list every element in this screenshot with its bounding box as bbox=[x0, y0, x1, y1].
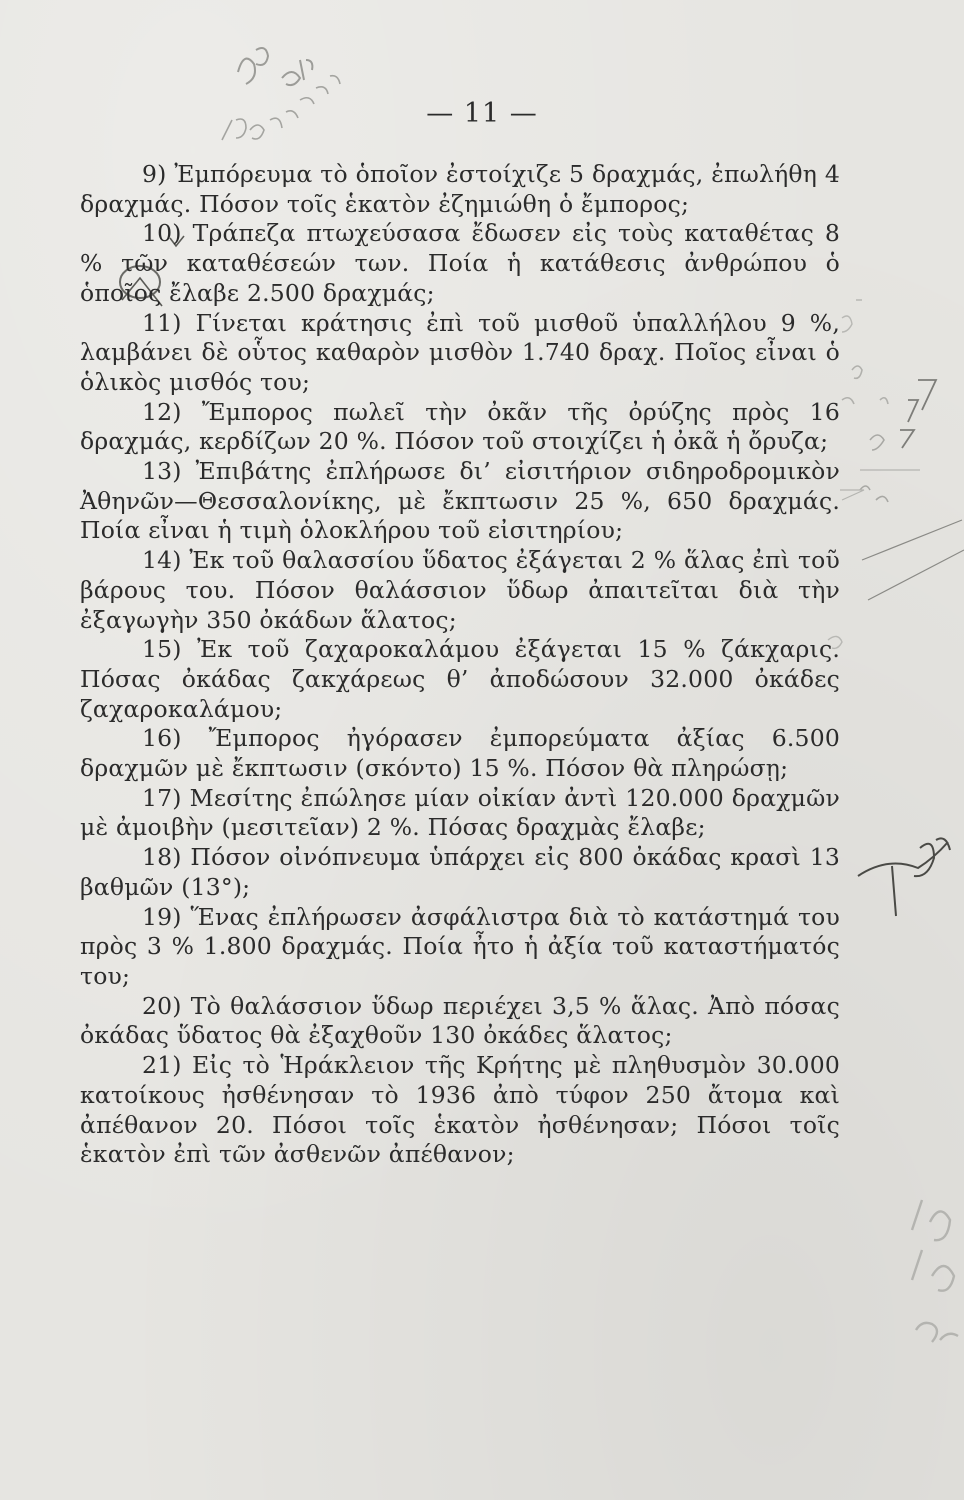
exercise-11: 11) Γίνεται κράτησις ἐπὶ τοῦ μισθοῦ ὑπαλλήλου 9 %, λαμβάνει δὲ οὗτος καθαρὸν μισθὸν 1.740 δραχ. Ποῖος εἶναι ὁ ὁλικὸς μισθός του; bbox=[80, 308, 840, 396]
exercise-12: 12) Ἔμπορος πωλεῖ τὴν ὀκᾶν τῆς ὀρύζης πρὸς 16 δραχμάς, κερδίζων 20 %. Πόσον τοῦ στοιχίζει ἡ ὀκᾶ ἡ ὄρυζα; bbox=[80, 397, 840, 456]
exercise-9: 9) Ἐμπόρευμα τὸ ὁποῖον ἐστοίχιζε 5 δραχμάς, ἐπωλήθη 4 δραχμάς. Πόσον τοῖς ἑκατὸν ἐζημιώθη ὁ ἔμπορος; bbox=[80, 160, 840, 218]
exercise-13: 13) Ἐπιβάτης ἐπλήρωσε δι’ εἰσιτήριον σιδηροδρομικὸν Ἀθηνῶν—Θεσσαλονίκης, μὲ ἔκπτωσιν 25 %, 650 δραχμάς. Ποία εἶναι ἡ τιμὴ ὁλοκλήρου τοῦ εἰσιτηρίου; bbox=[80, 457, 840, 545]
exercise-15: 15) Ἐκ τοῦ ζαχαροκαλάμου ἐξάγεται 15 % ζάκχαρις. Πόσας ὀκάδας ζακχάρεως θ’ ἀποδώσουν 32.000 ὀκάδες ζαχαροκαλάμου; bbox=[80, 635, 840, 723]
exercise-list bbox=[80, 160, 840, 1170]
exercise-18: 18) Πόσον οἰνόπνευμα ὑπάρχει εἰς 800 ὀκάδας κρασὶ 13 βαθμῶν (13°); bbox=[80, 843, 840, 901]
exercise-16: 16) Ἔμπορος ἠγόρασεν ἐμπορεύματα ἀξίας 6.500 δραχμῶν μὲ ἔκπτωσιν (σκόντο) 15 %. Πόσον θὰ πληρώσῃ; bbox=[80, 724, 840, 783]
exercise-10: 10) Τράπεζα πτωχεύσασα ἔδωσεν εἰς τοὺς καταθέτας 8 % τῶν καταθέσεών των. Ποία ἡ κατάθεσις ἀνθρώπου ὁ ὁποῖος ἔλαβε 2.500 δραχμάς; bbox=[80, 219, 840, 307]
exercise-21: 21) Εἰς τὸ Ἡράκλειον τῆς Κρήτης μὲ πληθυσμὸν 30.000 κατοίκους ἠσθένησαν τὸ 1936 ἀπὸ τύφον 250 ἄτομα καὶ ἀπέθανον 20. Πόσοι τοῖς ἑκατὸν ἠσθένησαν; Πόσοι τοῖς ἑκατὸν ἐπὶ τῶν ἀσθενῶν ἀπέθανον; bbox=[80, 1051, 840, 1169]
exercise-17: 17) Μεσίτης ἐπώλησε μίαν οἰκίαν ἀντὶ 120.000 δραχμῶν μὲ ἀμοιβὴν (μεσιτεῖαν) 2 %. Πόσας δραχμὰς ἔλαβε; bbox=[80, 783, 840, 842]
margin-calculations bbox=[828, 300, 964, 1342]
exercise-14: 14) Ἐκ τοῦ θαλασσίου ὕδατος ἐξάγεται 2 % ἅλας ἐπὶ τοῦ βάρους του. Πόσον θαλάσσιον ὕδωρ ἀπαιτεῖται διὰ τὴν ἐξαγωγὴν 350 ὀκάδων ἅλατος; bbox=[80, 546, 840, 634]
page-number: — 11 — bbox=[426, 98, 538, 129]
exercise-19: 19) Ἕνας ἐπλήρωσεν ἀσφάλιστρα διὰ τὸ κατάστημά του πρὸς 3 % 1.800 δραχμάς. Ποία ἦτο ἡ ἀξία τοῦ καταστήματός του; bbox=[80, 902, 840, 990]
exercise-20: 20) Τὸ θαλάσσιον ὕδωρ περιέχει 3,5 % ἅλας. Ἀπὸ πόσας ὀκάδας ὕδατος θὰ ἐξαχθοῦν 130 ὀκάδες ἅλατος; bbox=[80, 991, 840, 1050]
